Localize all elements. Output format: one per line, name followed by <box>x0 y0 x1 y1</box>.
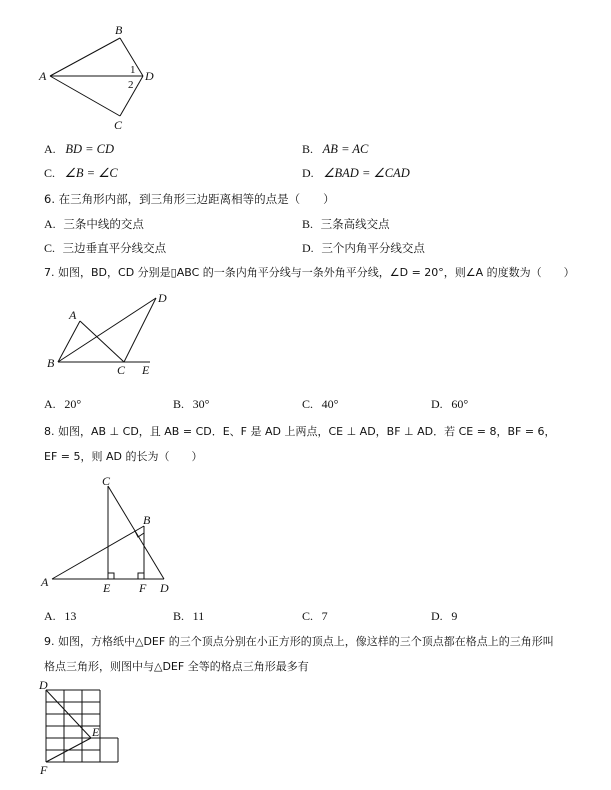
q8-option-c[interactable] <box>302 609 328 623</box>
q8-line-AB <box>52 526 144 579</box>
option-text: 三条中线的交点 <box>63 217 144 231</box>
option-text: 9 <box>451 609 458 623</box>
q8-stem-line2: EF = 5，则 AD 的长为（ ） <box>44 450 203 463</box>
option-text: 三个内角平分线交点 <box>321 241 425 255</box>
q5-label-B: B <box>115 23 123 37</box>
q7-label-B: B <box>47 356 55 370</box>
q5-label-A: A <box>39 69 47 83</box>
q7-label-E: E <box>142 363 150 377</box>
q9-label-F: F <box>40 763 48 776</box>
option-letter: B. <box>302 142 314 156</box>
q5-option-b[interactable] <box>302 142 368 156</box>
q8-figure <box>38 474 173 598</box>
option-text: 20° <box>64 397 82 411</box>
q9-stem-line2: 格点三角形，则图中与△DEF 全等的格点三角形最多有 <box>44 660 309 673</box>
q8-stem-line1: 8. 如图，AB ⊥ CD，且 AB = CD．E、F 是 AD 上两点，CE ⊥ AD，BF ⊥ AD．若 CE = 8，BF = 6， <box>44 425 556 438</box>
option-letter: D. <box>302 166 314 180</box>
q7-option-b[interactable] <box>173 397 209 411</box>
q6-option-c[interactable] <box>44 241 166 255</box>
option-letter: B. <box>173 397 185 411</box>
option-letter: A. <box>44 217 56 231</box>
q9-stem-line1: 9. 如图，方格纸中△DEF 的三个顶点分别在小正方形的顶点上，像这样的三个顶点都在格点上的三角形叫 <box>44 635 554 648</box>
q8-right-angle-B <box>135 531 144 537</box>
option-text: 40° <box>321 397 339 411</box>
q5-figure <box>36 22 166 134</box>
option-text: ∠B = ∠C <box>64 166 118 180</box>
option-text: 11 <box>192 609 205 623</box>
q6-option-b[interactable] <box>302 217 390 231</box>
q8-label-A: A <box>41 575 49 589</box>
option-letter: A. <box>44 609 56 623</box>
q8-label-F: F <box>139 581 147 595</box>
q8-right-angle-E <box>108 573 114 579</box>
q5-label-2: 2 <box>128 79 134 91</box>
q7-label-A: A <box>69 308 77 322</box>
option-text: 三条高线交点 <box>320 217 390 231</box>
q5-option-a[interactable] <box>44 142 114 156</box>
option-text: AB = AC <box>322 142 369 156</box>
q6-option-d[interactable] <box>302 241 425 255</box>
option-text: 三边垂直平分线交点 <box>62 241 167 255</box>
option-letter: D. <box>431 609 443 623</box>
q7-option-c[interactable] <box>302 397 338 411</box>
q6-option-a[interactable] <box>44 217 144 231</box>
q8-label-C: C <box>102 474 111 488</box>
option-letter: C. <box>44 166 56 180</box>
option-letter: C. <box>302 397 314 411</box>
option-text: BD = CD <box>65 142 115 156</box>
q9-label-D: D <box>39 680 48 692</box>
q8-option-d[interactable] <box>431 609 457 623</box>
q7-line-AC <box>80 321 124 362</box>
q7-option-d[interactable] <box>431 397 468 411</box>
option-text: 7 <box>321 609 328 623</box>
option-letter: D. <box>302 241 314 255</box>
q9-figure <box>36 680 126 776</box>
q8-option-b[interactable] <box>173 609 204 623</box>
q5-line-AC <box>50 76 120 116</box>
q8-right-angle-F <box>138 573 144 579</box>
q8-label-D: D <box>160 581 169 595</box>
q8-label-B: B <box>143 513 151 527</box>
q7-figure <box>40 290 170 378</box>
q5-option-d[interactable] <box>302 166 410 180</box>
q7-label-D: D <box>158 291 167 305</box>
q7-line-BA <box>58 321 80 362</box>
q5-label-1: 1 <box>130 64 136 76</box>
option-text: ∠BAD = ∠CAD <box>323 166 410 180</box>
option-letter: B. <box>302 217 314 231</box>
option-letter: A. <box>44 397 56 411</box>
q5-line-AB <box>50 38 120 76</box>
q7-label-C: C <box>117 363 126 377</box>
q8-label-E: E <box>103 581 111 595</box>
option-text: 13 <box>64 609 77 623</box>
q5-option-c[interactable] <box>44 166 118 180</box>
option-text: 60° <box>451 397 469 411</box>
q5-label-C: C <box>114 118 123 132</box>
q7-stem: 7. 如图，BD，CD 分别是▯ABC 的一条内角平分线与一条外角平分线，∠D = 20°，则∠A 的度数为（ ） <box>44 266 575 279</box>
option-text: 30° <box>192 397 210 411</box>
q8-option-a[interactable] <box>44 609 76 623</box>
option-letter: B. <box>173 609 185 623</box>
option-letter: A. <box>44 142 56 156</box>
option-letter: D. <box>431 397 443 411</box>
option-letter: C. <box>44 241 56 255</box>
q6-stem: 6. 在三角形内部，到三角形三边距离相等的点是（ ） <box>44 192 335 206</box>
q7-line-CD <box>124 298 156 362</box>
option-letter: C. <box>302 609 314 623</box>
q5-label-D: D <box>145 69 154 83</box>
q7-option-a[interactable] <box>44 397 81 411</box>
q9-label-E: E <box>92 725 100 739</box>
